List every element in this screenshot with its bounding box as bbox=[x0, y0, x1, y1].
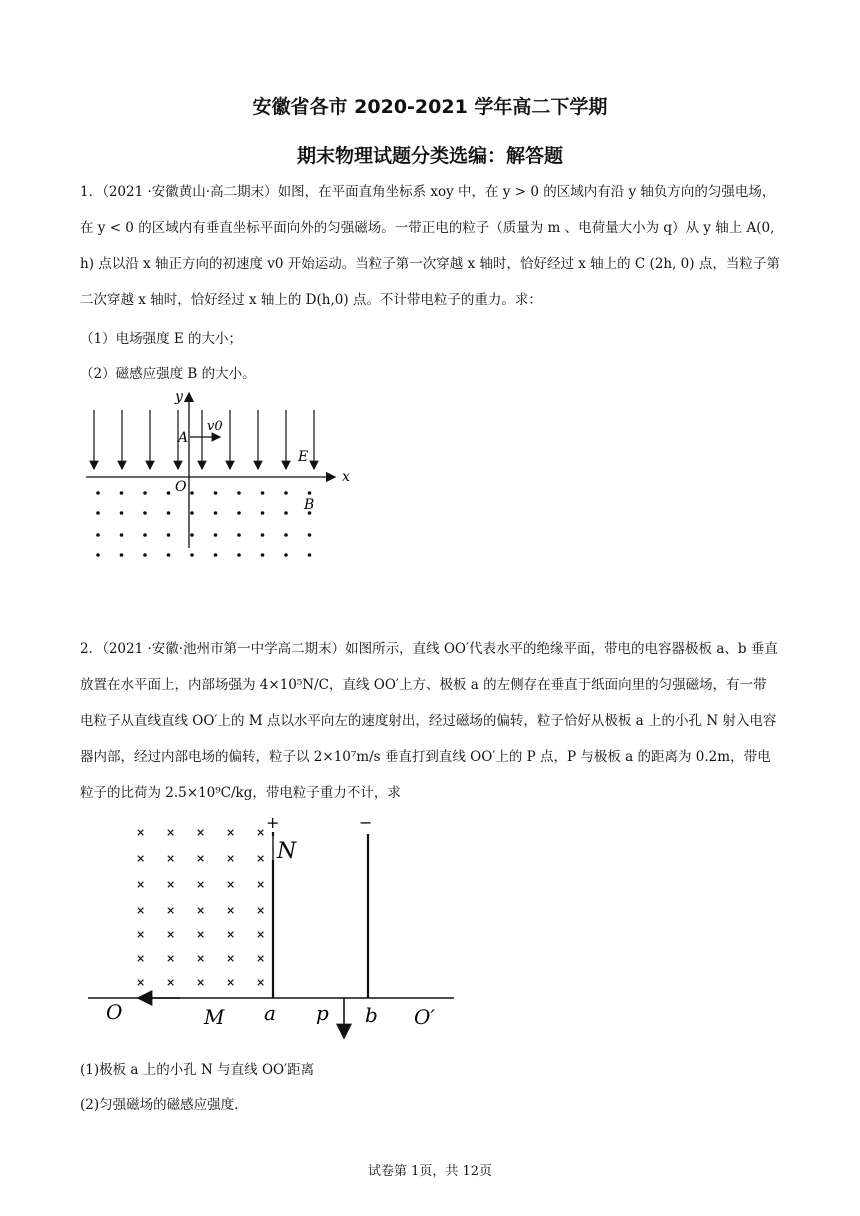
field-cross: × bbox=[226, 952, 236, 965]
field-dot bbox=[214, 553, 218, 557]
field-cross: × bbox=[226, 928, 236, 941]
field-dot bbox=[308, 553, 312, 557]
field-cross: × bbox=[166, 852, 176, 865]
field-cross: × bbox=[196, 976, 206, 989]
q1-figure bbox=[80, 385, 380, 570]
field-cross: × bbox=[166, 976, 176, 989]
field-dot bbox=[214, 533, 218, 537]
field-dot bbox=[143, 511, 147, 515]
field-dot bbox=[261, 511, 265, 515]
field-cross: × bbox=[196, 904, 206, 917]
point-a-label: A bbox=[178, 430, 189, 446]
field-cross: × bbox=[256, 852, 266, 865]
field-cross: × bbox=[256, 826, 266, 839]
point-o-label: O bbox=[106, 1000, 123, 1024]
field-dot bbox=[167, 511, 171, 515]
plate-b-label: b bbox=[365, 1003, 378, 1027]
origin-label: O bbox=[175, 479, 187, 495]
field-dot bbox=[237, 533, 241, 537]
field-cross: × bbox=[136, 928, 146, 941]
field-dot bbox=[190, 511, 194, 515]
field-cross: × bbox=[196, 826, 206, 839]
field-cross: × bbox=[256, 976, 266, 989]
field-dot bbox=[308, 491, 312, 495]
field-dot bbox=[120, 553, 124, 557]
field-dot bbox=[143, 553, 147, 557]
field-dot bbox=[284, 491, 288, 495]
field-cross: × bbox=[256, 878, 266, 891]
q1-sub1: （1）电场强度 E 的大小； bbox=[80, 331, 243, 347]
field-dot bbox=[167, 491, 171, 495]
field-cross: × bbox=[196, 952, 206, 965]
field-cross: × bbox=[226, 904, 236, 917]
field-cross: × bbox=[256, 928, 266, 941]
field-dot bbox=[308, 533, 312, 537]
field-dot bbox=[96, 511, 100, 515]
y-axis-label: y bbox=[175, 389, 183, 405]
field-dot bbox=[120, 491, 124, 495]
field-dot bbox=[237, 491, 241, 495]
q2-figure bbox=[80, 812, 470, 1042]
field-cross: × bbox=[166, 952, 176, 965]
field-dot bbox=[214, 491, 218, 495]
field-dot bbox=[190, 553, 194, 557]
field-dot bbox=[96, 553, 100, 557]
field-cross: × bbox=[136, 976, 146, 989]
field-cross: × bbox=[226, 852, 236, 865]
field-cross: × bbox=[136, 826, 146, 839]
field-dot bbox=[237, 553, 241, 557]
field-cross: × bbox=[226, 976, 236, 989]
field-dot bbox=[120, 533, 124, 537]
field-dot bbox=[120, 511, 124, 515]
field-dot bbox=[261, 533, 265, 537]
page-footer: 试卷第 1页，共 12页 bbox=[367, 1164, 493, 1179]
field-cross: × bbox=[166, 928, 176, 941]
field-dot bbox=[284, 511, 288, 515]
field-dot bbox=[143, 533, 147, 537]
field-cross: × bbox=[226, 878, 236, 891]
field-dot bbox=[167, 553, 171, 557]
e-field-label: E bbox=[298, 449, 309, 465]
plate-a-label: a bbox=[264, 1001, 276, 1025]
field-dot bbox=[96, 491, 100, 495]
field-cross: × bbox=[196, 928, 206, 941]
field-dot bbox=[261, 491, 265, 495]
q1-sub2: （2）磁感应强度 B 的大小。 bbox=[80, 366, 256, 382]
field-dot bbox=[214, 511, 218, 515]
q2-stem: 2．（2021 ·安徽·池州市第一中学高二期末）如图所示，直线 OO′代表水平的绝缘平面，带电的电容器极板 a、b 垂直放置在水平面上，内部场强为 4×10⁵N/C，直线 OO′上方、极板 a 的左侧存在垂直于纸面向里的匀强磁场，有一带电粒子从直线直线 OO′上的 M 点以水平向左的速度射出，经过磁场的偏转，粒子恰好从极板 a 上的小孔 N 射入电容器内部，经过内部电场的偏转，粒子以 2×10⁷m/s 垂直打到直线 OO′上的 P 点，P 与极板 a 的距离为 0.2m，带电粒子的比荷为 2.5×10⁹C/kg，带电粒子重力不计，求 bbox=[80, 641, 778, 801]
q1-stem: 1．（2021 ·安徽黄山·高二期末）如图，在平面直角坐标系 xoy 中，在 y > 0 的区域内有沿 y 轴负方向的匀强电场，在 y < 0 的区域内有垂直坐标平面向外的匀强磁场。一带正电的粒子（质量为 m 、电荷量大小为 q）从 y 轴上 A(0, h) 点以沿 x 轴正方向的初速度 v0 开始运动。当粒子第一次穿越 x 轴时，恰好经过 x 轴上的 C (2h, 0) 点，当粒子第二次穿越 x 轴时，恰好经过 x 轴上的 D(h,0) 点。不计带电粒子的重力。求： bbox=[80, 184, 780, 308]
field-dot bbox=[284, 533, 288, 537]
field-cross: × bbox=[196, 878, 206, 891]
q2-sub1: (1)极板 a 上的小孔 N 与直线 OO′距离 bbox=[80, 1062, 315, 1078]
field-cross: × bbox=[226, 826, 236, 839]
field-dot bbox=[190, 533, 194, 537]
field-cross: × bbox=[136, 952, 146, 965]
field-dot bbox=[261, 553, 265, 557]
field-cross: × bbox=[256, 952, 266, 965]
field-dot bbox=[96, 533, 100, 537]
minus-sign: − bbox=[359, 813, 373, 832]
point-o-prime-label: O′ bbox=[414, 1005, 435, 1029]
field-cross: × bbox=[136, 878, 146, 891]
field-cross: × bbox=[136, 852, 146, 865]
field-cross: × bbox=[136, 904, 146, 917]
field-dot bbox=[167, 533, 171, 537]
field-cross: × bbox=[256, 904, 266, 917]
point-m-label: M bbox=[204, 1005, 225, 1029]
field-cross: × bbox=[166, 826, 176, 839]
q2-sub2: (2)匀强磁场的磁感应强度. bbox=[80, 1097, 239, 1113]
v0-label: v0 bbox=[207, 419, 223, 434]
field-dot bbox=[143, 491, 147, 495]
field-dot bbox=[237, 511, 241, 515]
field-dot bbox=[190, 491, 194, 495]
field-cross: × bbox=[166, 904, 176, 917]
plus-sign: + bbox=[266, 813, 280, 832]
field-cross: × bbox=[196, 852, 206, 865]
point-p-label: p bbox=[316, 1001, 329, 1025]
page-title: 安徽省各市 2020-2021 学年高二下学期 bbox=[252, 96, 608, 118]
hole-n-label: N bbox=[277, 839, 297, 864]
x-axis-label: x bbox=[342, 469, 350, 485]
b-field-label: B bbox=[304, 497, 315, 513]
page-subtitle: 期末物理试题分类选编：解答题 bbox=[296, 145, 563, 167]
field-cross: × bbox=[166, 878, 176, 891]
field-dot bbox=[284, 553, 288, 557]
